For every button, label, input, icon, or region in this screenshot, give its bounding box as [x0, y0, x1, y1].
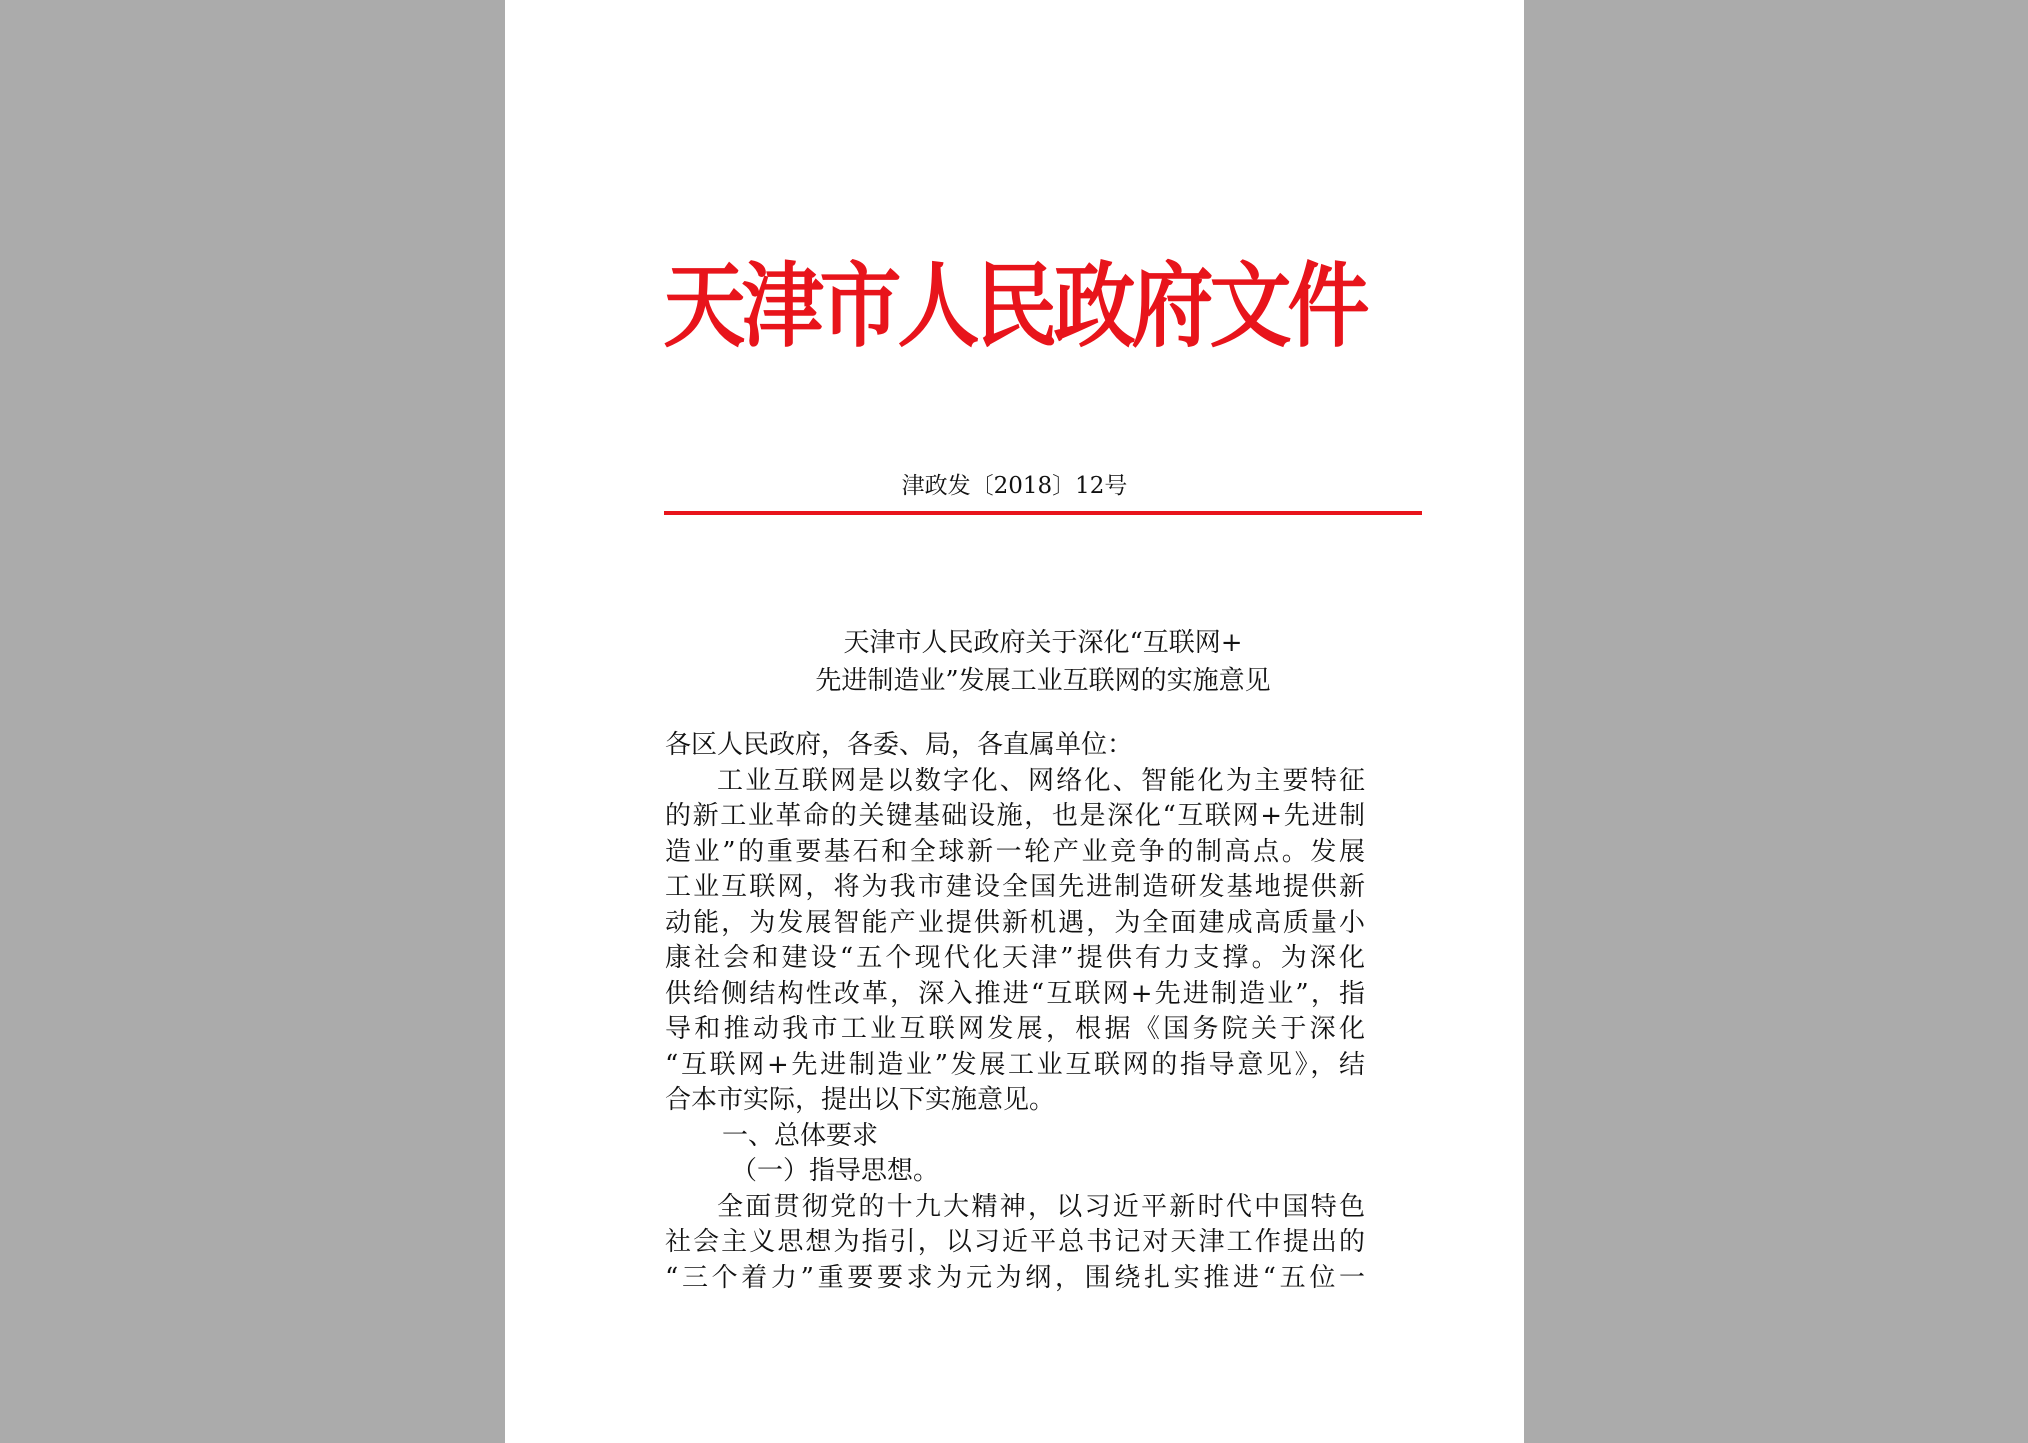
paragraph-line: 合本市实际，提出以下实施意见。	[665, 1085, 1056, 1115]
paragraph-line: 工业互联网是以数字化、网络化、智能化为主要特征	[717, 765, 1365, 796]
document-title	[664, 624, 1422, 700]
salutation: 各区人民政府，各委、局，各直属单位：	[665, 730, 1134, 760]
paragraph-line: 动能，为发展智能产业提供新机遇，为全面建成高质量小	[665, 907, 1365, 938]
paragraph-line: “三个着力”重要要求为元为纲，围绕扎实推进“五位一	[665, 1262, 1365, 1293]
paragraph-line: 的新工业革命的关键基础设施，也是深化“互联网+先进制	[665, 801, 1365, 831]
paragraph-line: 工业互联网，将为我市建设全国先进制造研发基地提供新	[665, 872, 1365, 902]
paragraph-line: 导和推动我市工业互联网发展，根据《国务院关于深化	[665, 1014, 1365, 1044]
red-divider-line	[664, 511, 1422, 515]
paragraph-line: 全面贯彻党的十九大精神，以习近平新时代中国特色	[717, 1191, 1365, 1222]
document-body	[665, 728, 1365, 1296]
document-page	[505, 0, 1524, 1443]
paragraph-line: 造业”的重要基石和全球新一轮产业竞争的制高点。发展	[665, 836, 1365, 867]
document-header-title: 天津市人民政府文件	[663, 254, 1366, 361]
document-number: 津政发〔2018〕12号	[901, 473, 1128, 499]
paragraph-line: 供给侧结构性改革，深入推进“互联网+先进制造业”，指	[665, 978, 1365, 1009]
subsection-heading: （一）指导思想。	[731, 1156, 940, 1186]
paragraph-line: 社会主义思想为指引，以习近平总书记对天津工作提出的	[665, 1227, 1365, 1257]
document-title-line: 天津市人民政府关于深化“互联网+	[843, 628, 1243, 658]
paragraph-line: “互联网+先进制造业”发展工业互联网的指导意见》，结	[665, 1049, 1365, 1080]
paragraph-line: 康社会和建设“五个现代化天津”提供有力支撑。为深化	[665, 943, 1365, 973]
section-heading: 一、总体要求	[722, 1120, 879, 1151]
document-title-line: 先进制造业”发展工业互联网的实施意见	[815, 666, 1271, 696]
